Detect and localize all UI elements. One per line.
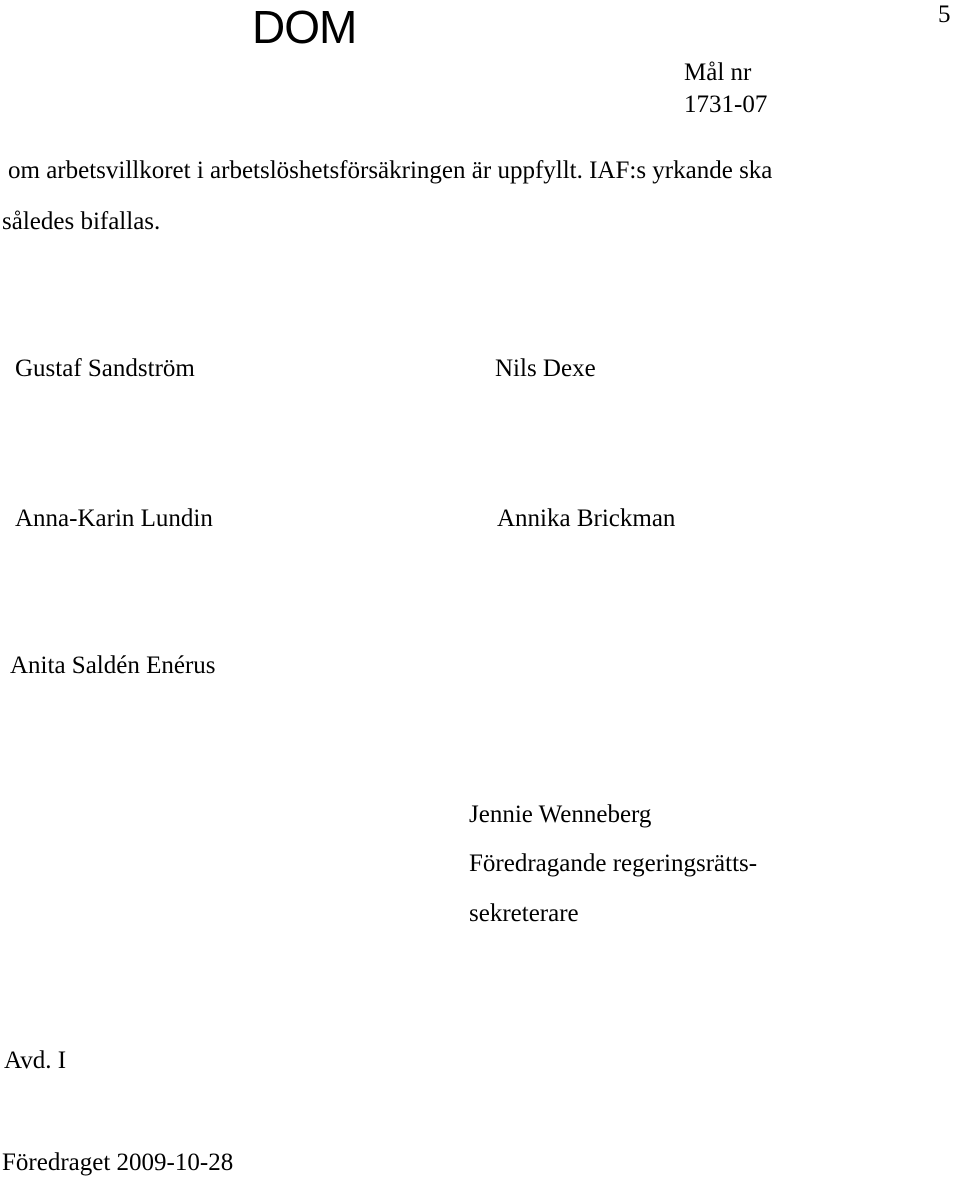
case-number-label: Mål nr (684, 59, 752, 86)
division-label: Avd. I (4, 1047, 67, 1074)
presentation-date: Föredraget 2009-10-28 (2, 1149, 234, 1176)
rapporteur-title: Föredragande regeringsrätts- (469, 850, 758, 877)
signature-name: Anita Saldén Enérus (10, 652, 216, 679)
rapporteur-name: Jennie Wenneberg (469, 801, 652, 828)
body-text-line: således bifallas. (2, 208, 161, 235)
case-number: 1731-07 (684, 91, 768, 118)
rapporteur-title: sekreterare (469, 900, 579, 927)
signature-name: Annika Brickman (497, 505, 676, 532)
signature-name: Nils Dexe (495, 355, 596, 382)
body-text-line: om arbetsvillkoret i arbetslöshetsförsäkringen är uppfyllt. IAF:s yrkande ska (8, 157, 773, 184)
page-number: 5 (938, 1, 951, 28)
document-title: DOM (252, 1, 357, 53)
signature-name: Gustaf Sandström (15, 355, 195, 382)
signature-name: Anna-Karin Lundin (15, 505, 213, 532)
